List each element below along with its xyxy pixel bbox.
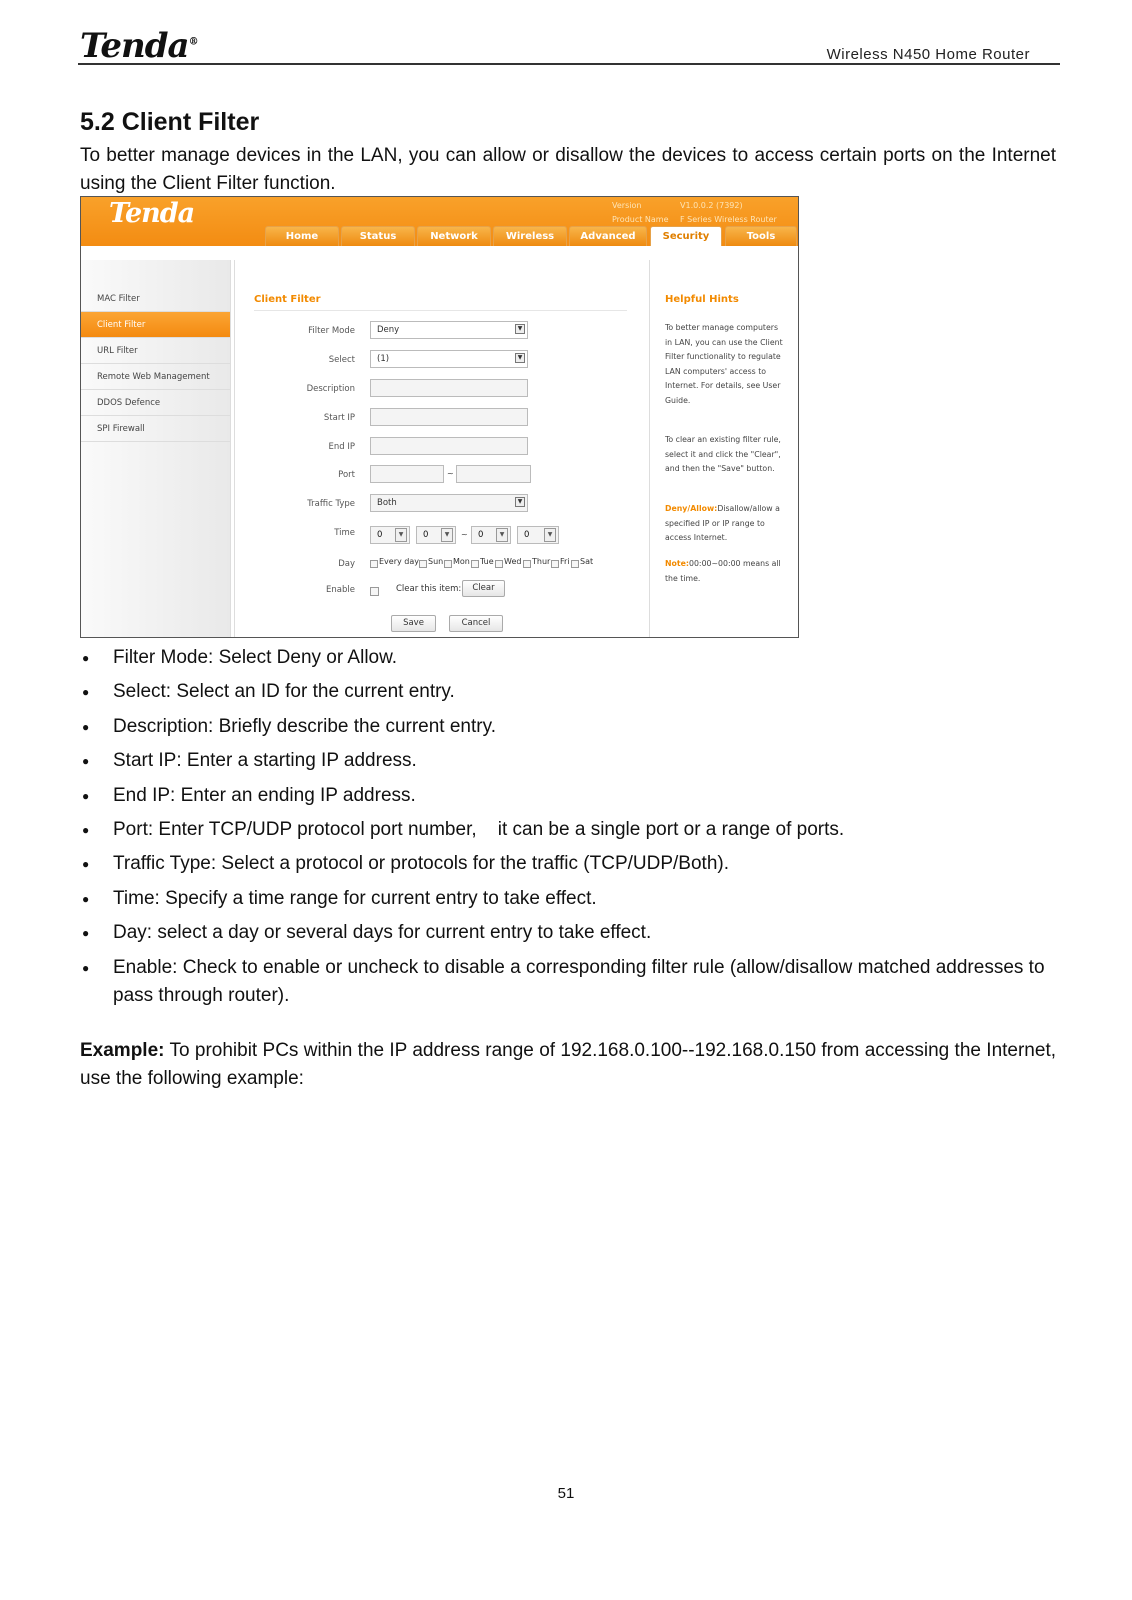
form-divider (254, 310, 627, 311)
sidebar-item-remote-web[interactable]: Remote Web Management (81, 364, 230, 390)
tab-status[interactable]: Status (341, 226, 415, 246)
tab-security[interactable]: Security (650, 226, 722, 246)
label-port: Port (338, 470, 355, 480)
list-item: ● Traffic Type: Select a protocol or protocols for the traffic (TCP/UDP/Both). (80, 850, 1070, 878)
list-item: ● Start IP: Enter a starting IP address. (80, 747, 1070, 775)
chevron-down-icon: ▼ (496, 528, 508, 542)
label-description: Description (306, 384, 355, 394)
label-time: Time (334, 528, 355, 538)
header-product: Wireless N450 Home Router (826, 46, 1030, 63)
checkbox-sun[interactable] (419, 560, 427, 568)
section-intro: To better manage devices in the LAN, you can allow or disallow the devices to access certain ports on the Internet using the Client Filter function. (80, 145, 1056, 194)
day-every-day: Every day (379, 557, 419, 566)
hint-clear: To clear an existing filter rule, select it and click the "Clear", and then the "Save" button. (665, 435, 781, 473)
checkbox-tue[interactable] (471, 560, 479, 568)
form-title: Client Filter (254, 294, 321, 305)
tab-home[interactable]: Home (265, 226, 339, 246)
day-thur: Thur (532, 557, 551, 566)
list-item: ● Day: select a day or several days for current entry to take effect. (80, 919, 1070, 947)
version-info: Version V1.0.0.2 (7392) Product Name F Series Wireless Router (612, 201, 777, 224)
label-traffic-type: Traffic Type (307, 499, 355, 509)
start-minute-select[interactable]: 0 ▼ (416, 526, 456, 544)
label-filter-mode: Filter Mode (308, 326, 355, 336)
enable-checkbox[interactable] (370, 587, 379, 596)
label-start-ip: Start IP (323, 413, 355, 423)
list-item: ● Time: Specify a time range for current entry to take effect. (80, 885, 1070, 913)
chevron-down-icon: ▼ (441, 528, 453, 542)
start-ip-input[interactable] (370, 408, 528, 426)
label-select: Select (328, 355, 355, 365)
day-wed: Wed (504, 557, 522, 566)
sidebar-item-spi-firewall[interactable]: SPI Firewall (81, 416, 230, 442)
sidebar-item-ddos[interactable]: DDOS Defence (81, 390, 230, 416)
router-logo: Tenda (109, 198, 195, 229)
tab-wireless[interactable]: Wireless (493, 226, 567, 246)
end-hour-select[interactable]: 0 ▼ (471, 526, 511, 544)
field-descriptions (80, 644, 1070, 1016)
checkbox-wed[interactable] (495, 560, 503, 568)
save-button[interactable]: Save (391, 615, 436, 632)
chevron-down-icon: ▼ (515, 353, 525, 363)
label-day: Day (338, 559, 355, 569)
list-item: ● Select: Select an ID for the current entry. (80, 678, 1070, 706)
tab-network[interactable]: Network (417, 226, 491, 246)
day-tue: Tue (480, 557, 494, 566)
filter-mode-select[interactable]: Deny ▼ (370, 321, 528, 339)
tab-advanced[interactable]: Advanced (569, 226, 647, 246)
page-number: 51 (557, 1485, 575, 1502)
cancel-button[interactable]: Cancel (449, 615, 503, 632)
checkbox-sat[interactable] (571, 560, 579, 568)
section-title: 5.2 Client Filter (80, 108, 260, 136)
brand-logo: Tenda® (80, 26, 198, 66)
end-minute-select[interactable]: 0 ▼ (517, 526, 559, 544)
id-select[interactable]: (1) ▼ (370, 350, 528, 368)
header-rule (78, 63, 1060, 65)
checkbox-mon[interactable] (444, 560, 452, 568)
start-hour-select[interactable]: 0 ▼ (370, 526, 410, 544)
chevron-down-icon: ▼ (544, 528, 556, 542)
day-sun: Sun (428, 557, 444, 566)
traffic-type-select[interactable]: Both ▼ (370, 494, 528, 512)
day-fri: Fri (560, 557, 570, 566)
hint-note: Note:00:00~00:00 means all the time. (665, 559, 781, 583)
example-label: Example: (80, 1040, 165, 1061)
list-item: ● Filter Mode: Select Deny or Allow. (80, 644, 1070, 672)
list-item: ● Description: Briefly describe the current entry. (80, 713, 1070, 741)
chevron-down-icon: ▼ (515, 497, 525, 507)
sidebar (81, 260, 231, 637)
tab-tools[interactable]: Tools (725, 226, 797, 246)
description-input[interactable] (370, 379, 528, 397)
checkbox-thur[interactable] (523, 560, 531, 568)
label-end-ip: End IP (328, 442, 355, 452)
time-separator: ~ (461, 530, 468, 539)
clear-button[interactable]: Clear (462, 580, 505, 597)
sidebar-item-url-filter[interactable]: URL Filter (81, 338, 230, 364)
end-ip-input[interactable] (370, 437, 528, 455)
router-screenshot (80, 196, 799, 638)
day-sat: Sat (580, 557, 594, 566)
checkbox-every-day[interactable] (370, 560, 378, 568)
day-mon: Mon (453, 557, 470, 566)
example-paragraph (80, 1037, 1056, 1093)
chevron-down-icon: ▼ (395, 528, 407, 542)
chevron-down-icon: ▼ (515, 324, 525, 334)
list-item: ● Enable: Check to enable or uncheck to disable a corresponding filter rule (allow/disallow matched addresses to pass through router). (80, 954, 1070, 1010)
example-text: To prohibit PCs within the IP address range of 192.168.0.100--192.168.0.150 from accessing the Internet, use the following example: (80, 1040, 1056, 1089)
port-separator: ~ (447, 469, 454, 478)
hint-deny-allow: Deny/Allow:Disallow/allow a specified IP or IP range to access Internet. (665, 504, 780, 542)
hints-title: Helpful Hints (665, 294, 739, 305)
sidebar-item-mac-filter[interactable]: MAC Filter (81, 286, 230, 312)
clear-item-label: Clear this item: (396, 584, 462, 594)
list-item: ● Port: Enter TCP/UDP protocol port number, it can be a single port or a range of ports. (80, 816, 1070, 844)
checkbox-fri[interactable] (551, 560, 559, 568)
port-end-input[interactable] (456, 465, 531, 483)
label-enable: Enable (326, 585, 355, 595)
list-item: ● End IP: Enter an ending IP address. (80, 782, 1070, 810)
hint-manage: To better manage computers in LAN, you can use the Client Filter functionality to regulate LAN computers' access to Internet. For details, see User Guide. (665, 323, 783, 405)
sidebar-item-client-filter[interactable]: Client Filter (81, 312, 230, 338)
port-start-input[interactable] (370, 465, 444, 483)
